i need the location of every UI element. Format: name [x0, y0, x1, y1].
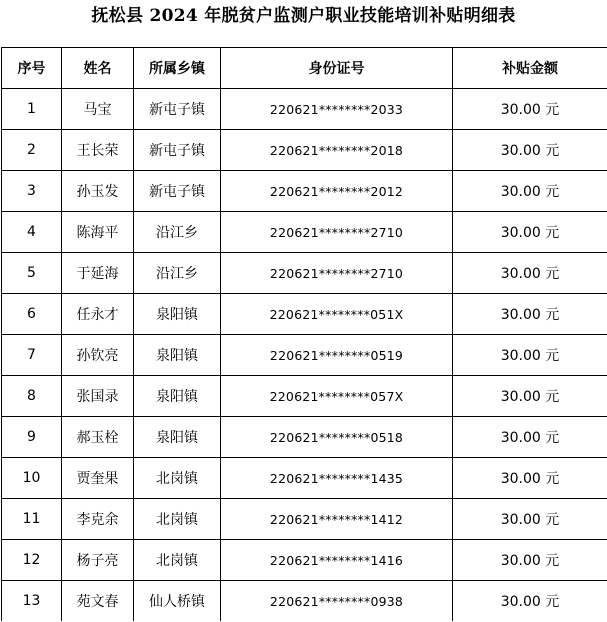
cell-name: 贾奎果 — [62, 458, 134, 499]
table-row — [2, 458, 607, 499]
cell-id-number: 220621********1435 — [221, 458, 453, 499]
cell-town: 北岗镇 — [134, 499, 221, 540]
cell-name: 于延海 — [62, 253, 134, 294]
cell-town: 泉阳镇 — [134, 294, 221, 335]
cell-id-number: 220621********2018 — [221, 130, 453, 171]
cell-amount: 30.00 元 — [453, 458, 607, 499]
cell-amount: 30.00 元 — [453, 89, 607, 130]
cell-town: 新屯子镇 — [134, 89, 221, 130]
cell-town: 仙人桥镇 — [134, 581, 221, 622]
cell-number: 5 — [2, 253, 62, 294]
cell-number: 13 — [2, 581, 62, 622]
table-header-row — [2, 48, 607, 89]
cell-name: 任永才 — [62, 294, 134, 335]
cell-town: 沿江乡 — [134, 253, 221, 294]
cell-amount: 30.00 元 — [453, 212, 607, 253]
cell-id-number: 220621********2710 — [221, 212, 453, 253]
cell-amount: 30.00 元 — [453, 171, 607, 212]
table-row — [2, 212, 607, 253]
cell-name: 郝玉栓 — [62, 417, 134, 458]
table-row — [2, 540, 607, 581]
cell-id-number: 220621********0518 — [221, 417, 453, 458]
table-row — [2, 253, 607, 294]
cell-number: 8 — [2, 376, 62, 417]
cell-id-number: 220621********2710 — [221, 253, 453, 294]
cell-town: 泉阳镇 — [134, 335, 221, 376]
cell-name: 王长荣 — [62, 130, 134, 171]
cell-name: 张国录 — [62, 376, 134, 417]
cell-amount: 30.00 元 — [453, 499, 607, 540]
table-row — [2, 499, 607, 540]
cell-number: 11 — [2, 499, 62, 540]
cell-name: 陈海平 — [62, 212, 134, 253]
cell-number: 9 — [2, 417, 62, 458]
cell-amount: 30.00 元 — [453, 417, 607, 458]
cell-id-number: 220621********2033 — [221, 89, 453, 130]
cell-town: 沿江乡 — [134, 212, 221, 253]
table-row — [2, 130, 607, 171]
cell-town: 泉阳镇 — [134, 376, 221, 417]
column-header-id-number: 身份证号 — [221, 48, 453, 89]
cell-town: 新屯子镇 — [134, 171, 221, 212]
cell-id-number: 220621********057X — [221, 376, 453, 417]
subsidy-table — [1, 47, 607, 621]
cell-number: 2 — [2, 130, 62, 171]
cell-amount: 30.00 元 — [453, 294, 607, 335]
cell-amount: 30.00 元 — [453, 376, 607, 417]
cell-amount: 30.00 元 — [453, 581, 607, 622]
cell-id-number: 220621********0519 — [221, 335, 453, 376]
cell-town: 北岗镇 — [134, 540, 221, 581]
cell-number: 4 — [2, 212, 62, 253]
cell-number: 12 — [2, 540, 62, 581]
cell-number: 3 — [2, 171, 62, 212]
cell-name: 马宝 — [62, 89, 134, 130]
table-row — [2, 89, 607, 130]
cell-name: 杨子亮 — [62, 540, 134, 581]
cell-name: 孙钦亮 — [62, 335, 134, 376]
table-row — [2, 581, 607, 622]
cell-amount: 30.00 元 — [453, 540, 607, 581]
cell-id-number: 220621********2012 — [221, 171, 453, 212]
table-row — [2, 294, 607, 335]
cell-amount: 30.00 元 — [453, 335, 607, 376]
cell-amount: 30.00 元 — [453, 130, 607, 171]
column-header-name: 姓名 — [62, 48, 134, 89]
cell-name: 李克余 — [62, 499, 134, 540]
cell-id-number: 220621********1412 — [221, 499, 453, 540]
cell-name: 苑文春 — [62, 581, 134, 622]
column-header-number: 序号 — [2, 48, 62, 89]
cell-id-number: 220621********1416 — [221, 540, 453, 581]
cell-name: 孙玉发 — [62, 171, 134, 212]
cell-id-number: 220621********051X — [221, 294, 453, 335]
cell-town: 泉阳镇 — [134, 417, 221, 458]
cell-number: 6 — [2, 294, 62, 335]
cell-town: 新屯子镇 — [134, 130, 221, 171]
table-row — [2, 335, 607, 376]
cell-number: 10 — [2, 458, 62, 499]
column-header-subsidy-amount: 补贴金额 — [453, 48, 607, 89]
table-row — [2, 417, 607, 458]
table-row — [2, 171, 607, 212]
cell-number: 7 — [2, 335, 62, 376]
table-row — [2, 376, 607, 417]
cell-number: 1 — [2, 89, 62, 130]
cell-town: 北岗镇 — [134, 458, 221, 499]
page-title: 抚松县 2024 年脱贫户监测户职业技能培训补贴明细表 — [91, 6, 516, 26]
column-header-town: 所属乡镇 — [134, 48, 221, 89]
cell-id-number: 220621********0938 — [221, 581, 453, 622]
cell-amount: 30.00 元 — [453, 253, 607, 294]
